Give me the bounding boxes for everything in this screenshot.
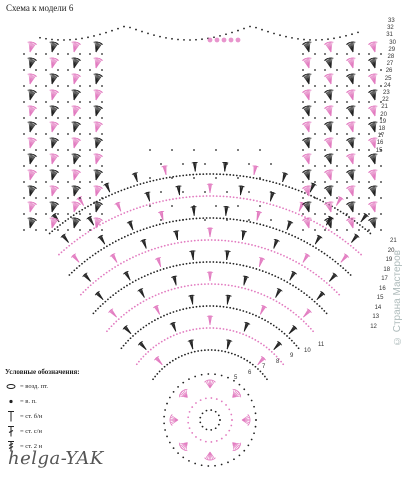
signature: helga-YAK (8, 448, 104, 469)
single-stitch-icon (5, 410, 17, 423)
row-number: 24 (383, 82, 391, 89)
row-number: 28 (387, 54, 395, 60)
chain-loop-icon (5, 380, 17, 393)
row-number: 16 (379, 285, 386, 292)
row-number: 12 (370, 323, 377, 330)
row-number: 15 (375, 147, 383, 154)
watermark: © Страна Мастеров (392, 250, 403, 347)
row-number: 18 (378, 126, 386, 132)
row-number: 25 (384, 75, 392, 82)
legend-label: = ст. б/н (20, 413, 43, 420)
legend-heading: Условные обозначения: (5, 368, 80, 376)
legend-label: = ст. с/н (20, 428, 42, 435)
row-number: 14 (374, 304, 382, 311)
row-number: 17 (377, 133, 385, 140)
row-number: 9 (290, 353, 294, 359)
legend-item (5, 409, 125, 424)
row-number: 5 (234, 375, 238, 381)
legend (5, 368, 125, 454)
row-number: 33 (388, 18, 395, 24)
row-number: 6 (248, 369, 252, 376)
legend-label: = ст. 2 н (20, 443, 43, 450)
row-number: 32 (387, 25, 394, 32)
row-number: 18 (383, 266, 391, 273)
row-number: 8 (276, 358, 280, 365)
row-number: 21 (390, 238, 397, 244)
legend-item (5, 379, 125, 394)
row-number: 20 (380, 111, 387, 118)
row-number: 27 (386, 61, 394, 68)
row-number: 21 (381, 104, 388, 111)
row-number: 19 (379, 118, 387, 125)
row-number: 23 (383, 90, 390, 96)
row-number: 19 (385, 257, 393, 263)
row-number: 22 (382, 97, 389, 104)
legend-item (5, 394, 125, 409)
row-number: 31 (386, 32, 393, 39)
row-number: 7 (262, 364, 266, 370)
row-number: 17 (381, 276, 388, 282)
double-stitch-icon (5, 425, 17, 438)
legend-item (5, 424, 125, 439)
row-number: 13 (372, 314, 380, 320)
row-number: 20 (387, 247, 395, 254)
dot-icon (5, 395, 17, 408)
row-number: 10 (304, 347, 311, 354)
row-number: 15 (376, 295, 384, 301)
row-number: 11 (318, 342, 325, 348)
page-title: Схема к модели 6 (6, 3, 74, 13)
row-number: 16 (376, 140, 384, 147)
legend-label: = в. п. (20, 398, 37, 405)
row-number: 30 (389, 39, 396, 46)
row-number: 29 (388, 46, 396, 53)
legend-label: = возд. пт. (20, 383, 49, 390)
row-number: 26 (385, 68, 393, 75)
